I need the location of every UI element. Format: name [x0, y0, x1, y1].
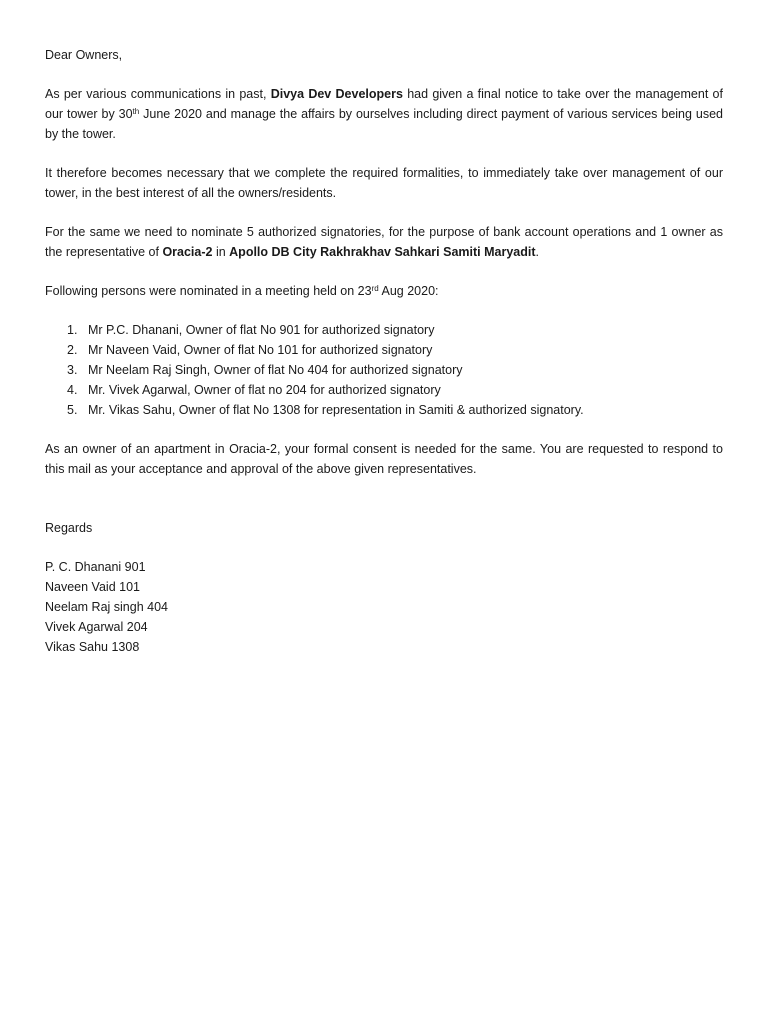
paragraph-consent-request: As an owner of an apartment in Oracia-2, your formal consent is needed for the same. You are requested to respond to this mail as your acceptance and approval of the above given representatives.: [45, 442, 723, 476]
salutation: Dear Owners,: [45, 48, 123, 62]
list-item: [45, 320, 723, 340]
signatory: Vikas Sahu 1308: [45, 640, 140, 654]
signatory: Vivek Agarwal 204: [45, 620, 148, 634]
list-text: Mr. Vivek Agarwal, Owner of flat no 204 for authorized signatory: [88, 383, 441, 397]
list-item: [45, 400, 723, 420]
text: As per various communications in past,: [45, 87, 271, 101]
text: For the same we need to nominate 5 authorized signatories, for the purpose of bank account operations and 1 owner as the representative of: [45, 225, 723, 259]
signatory: P. C. Dhanani 901: [45, 560, 146, 574]
text: in: [212, 245, 230, 259]
paragraph-formalities: It therefore becomes necessary that we complete the required formalities, to immediately take over management of our tower, in the best interest of all the owners/residents.: [45, 166, 723, 200]
list-text: Mr Neelam Raj Singh, Owner of flat No 404 for authorized signatory: [88, 363, 463, 377]
text: Aug 2020:: [378, 284, 439, 298]
paragraph-takeover-notice: [45, 84, 723, 144]
ordinal-suffix: rd: [371, 284, 379, 293]
nominee-list: [45, 320, 723, 420]
closing: Regards: [45, 521, 93, 535]
developer-name: Divya Dev Developers: [270, 87, 403, 101]
list-text: Mr P.C. Dhanani, Owner of flat No 901 for authorized signatory: [88, 323, 435, 337]
paragraph-meeting: [45, 281, 723, 301]
tower-name: Oracia-2: [162, 245, 213, 259]
list-number: 5.: [67, 403, 78, 417]
text: had given a final notice to take over the management of our tower by 30: [45, 87, 723, 121]
signatory: Naveen Vaid 101: [45, 580, 140, 594]
text: .: [535, 245, 539, 259]
ordinal-suffix: th: [132, 107, 140, 116]
list-number: 2.: [67, 343, 78, 357]
paragraph-nomination-purpose: [45, 222, 723, 262]
list-number: 4.: [67, 383, 78, 397]
letter-body: [45, 45, 723, 657]
signatory-list: [45, 557, 723, 657]
list-item: [45, 340, 723, 360]
list-item: [45, 380, 723, 400]
signatory: Neelam Raj singh 404: [45, 600, 168, 614]
society-name: Apollo DB City Rakhrakhav Sahkari Samiti Maryadit: [229, 245, 536, 259]
list-text: Mr Naveen Vaid, Owner of flat No 101 for authorized signatory: [88, 343, 433, 357]
list-number: 3.: [67, 363, 78, 377]
text: Following persons were nominated in a meeting held on 23: [45, 284, 372, 298]
list-text: Mr. Vikas Sahu, Owner of flat No 1308 for representation in Samiti & authorized signatory.: [88, 403, 584, 417]
list-number: 1.: [67, 323, 78, 337]
list-item: [45, 360, 723, 380]
text: June 2020 and manage the affairs by ourselves including direct payment of various services being used by the tower.: [45, 107, 723, 141]
